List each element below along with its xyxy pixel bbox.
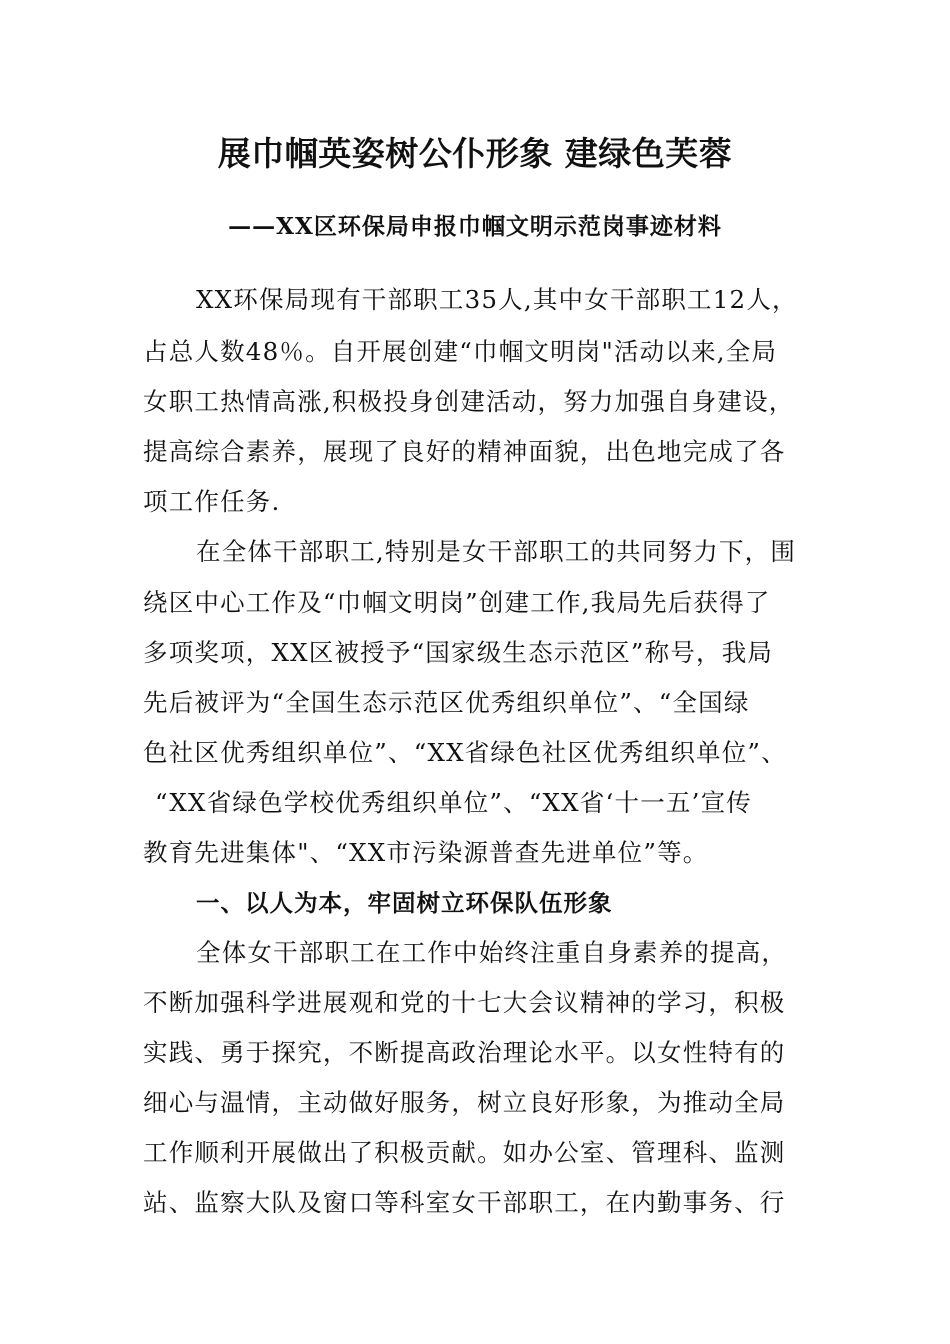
paragraph-line: 占总人数48％。自开展创建“巾帼文明岗"活动以来,全局 bbox=[143, 337, 778, 366]
paragraph-line: XX环保局现有干部职工35人,其中女干部职工12人， bbox=[196, 285, 798, 314]
paragraph-line: “XX省绿色学校优秀组织单位”、“XX省‘十一五’宣传 bbox=[155, 788, 752, 817]
paragraph-line: 多项奖项，XX区被授予“国家级生态示范区”称号，我局 bbox=[143, 638, 774, 667]
paragraph-line: 绕区中心工作及“巾帼文明岗”创建工作,我局先后获得了 bbox=[143, 588, 771, 617]
paragraph-line: 站、监察大队及窗口等科室女干部职工，在内勤事务、行 bbox=[143, 1188, 786, 1217]
paragraph-line: 先后被评为“全国生态示范区优秀组织单位”、“全国绿 bbox=[143, 688, 750, 717]
paragraph-line: 提高综合素养，展现了良好的精神面貌，出色地完成了各 bbox=[143, 437, 786, 466]
paragraph-line: 女职工热情高涨,积极投身创建活动，努力加强自身建设， bbox=[143, 387, 795, 416]
paragraph-line: 教育先进集体"、“XX市污染源普查先进单位”等。 bbox=[143, 838, 709, 867]
document-title: 展巾帼英姿树公仆形象 建绿色芙蓉 bbox=[217, 134, 733, 173]
document-subtitle: ——XX区环保局申报巾帼文明示范岗事迹材料 bbox=[228, 213, 722, 240]
paragraph-line: 工作顺利开展做出了积极贡献。如办公室、管理科、监测 bbox=[143, 1138, 786, 1167]
paragraph-line: 在全体干部职工,特别是女干部职工的共同努力下，围 bbox=[196, 537, 797, 566]
paragraph-line: 色社区优秀组织单位”、“XX省绿色社区优秀组织单位”、 bbox=[143, 738, 787, 767]
paragraph-line: 实践、勇于探究，不断提高政治理论水平。以女性特有的 bbox=[143, 1038, 786, 1067]
paragraph-line: 项工作任务. bbox=[143, 487, 281, 516]
paragraph-line: 不断加强科学进展观和党的十七大会议精神的学习，积极 bbox=[143, 988, 786, 1017]
paragraph-line: 全体女干部职工在工作中始终注重自身素养的提高， bbox=[196, 938, 788, 967]
paragraph-line: 细心与温情，主动做好服务，树立良好形象，为推动全局 bbox=[143, 1088, 786, 1117]
section-heading: 一、以人为本，牢固树立环保队伍形象 bbox=[196, 889, 613, 917]
